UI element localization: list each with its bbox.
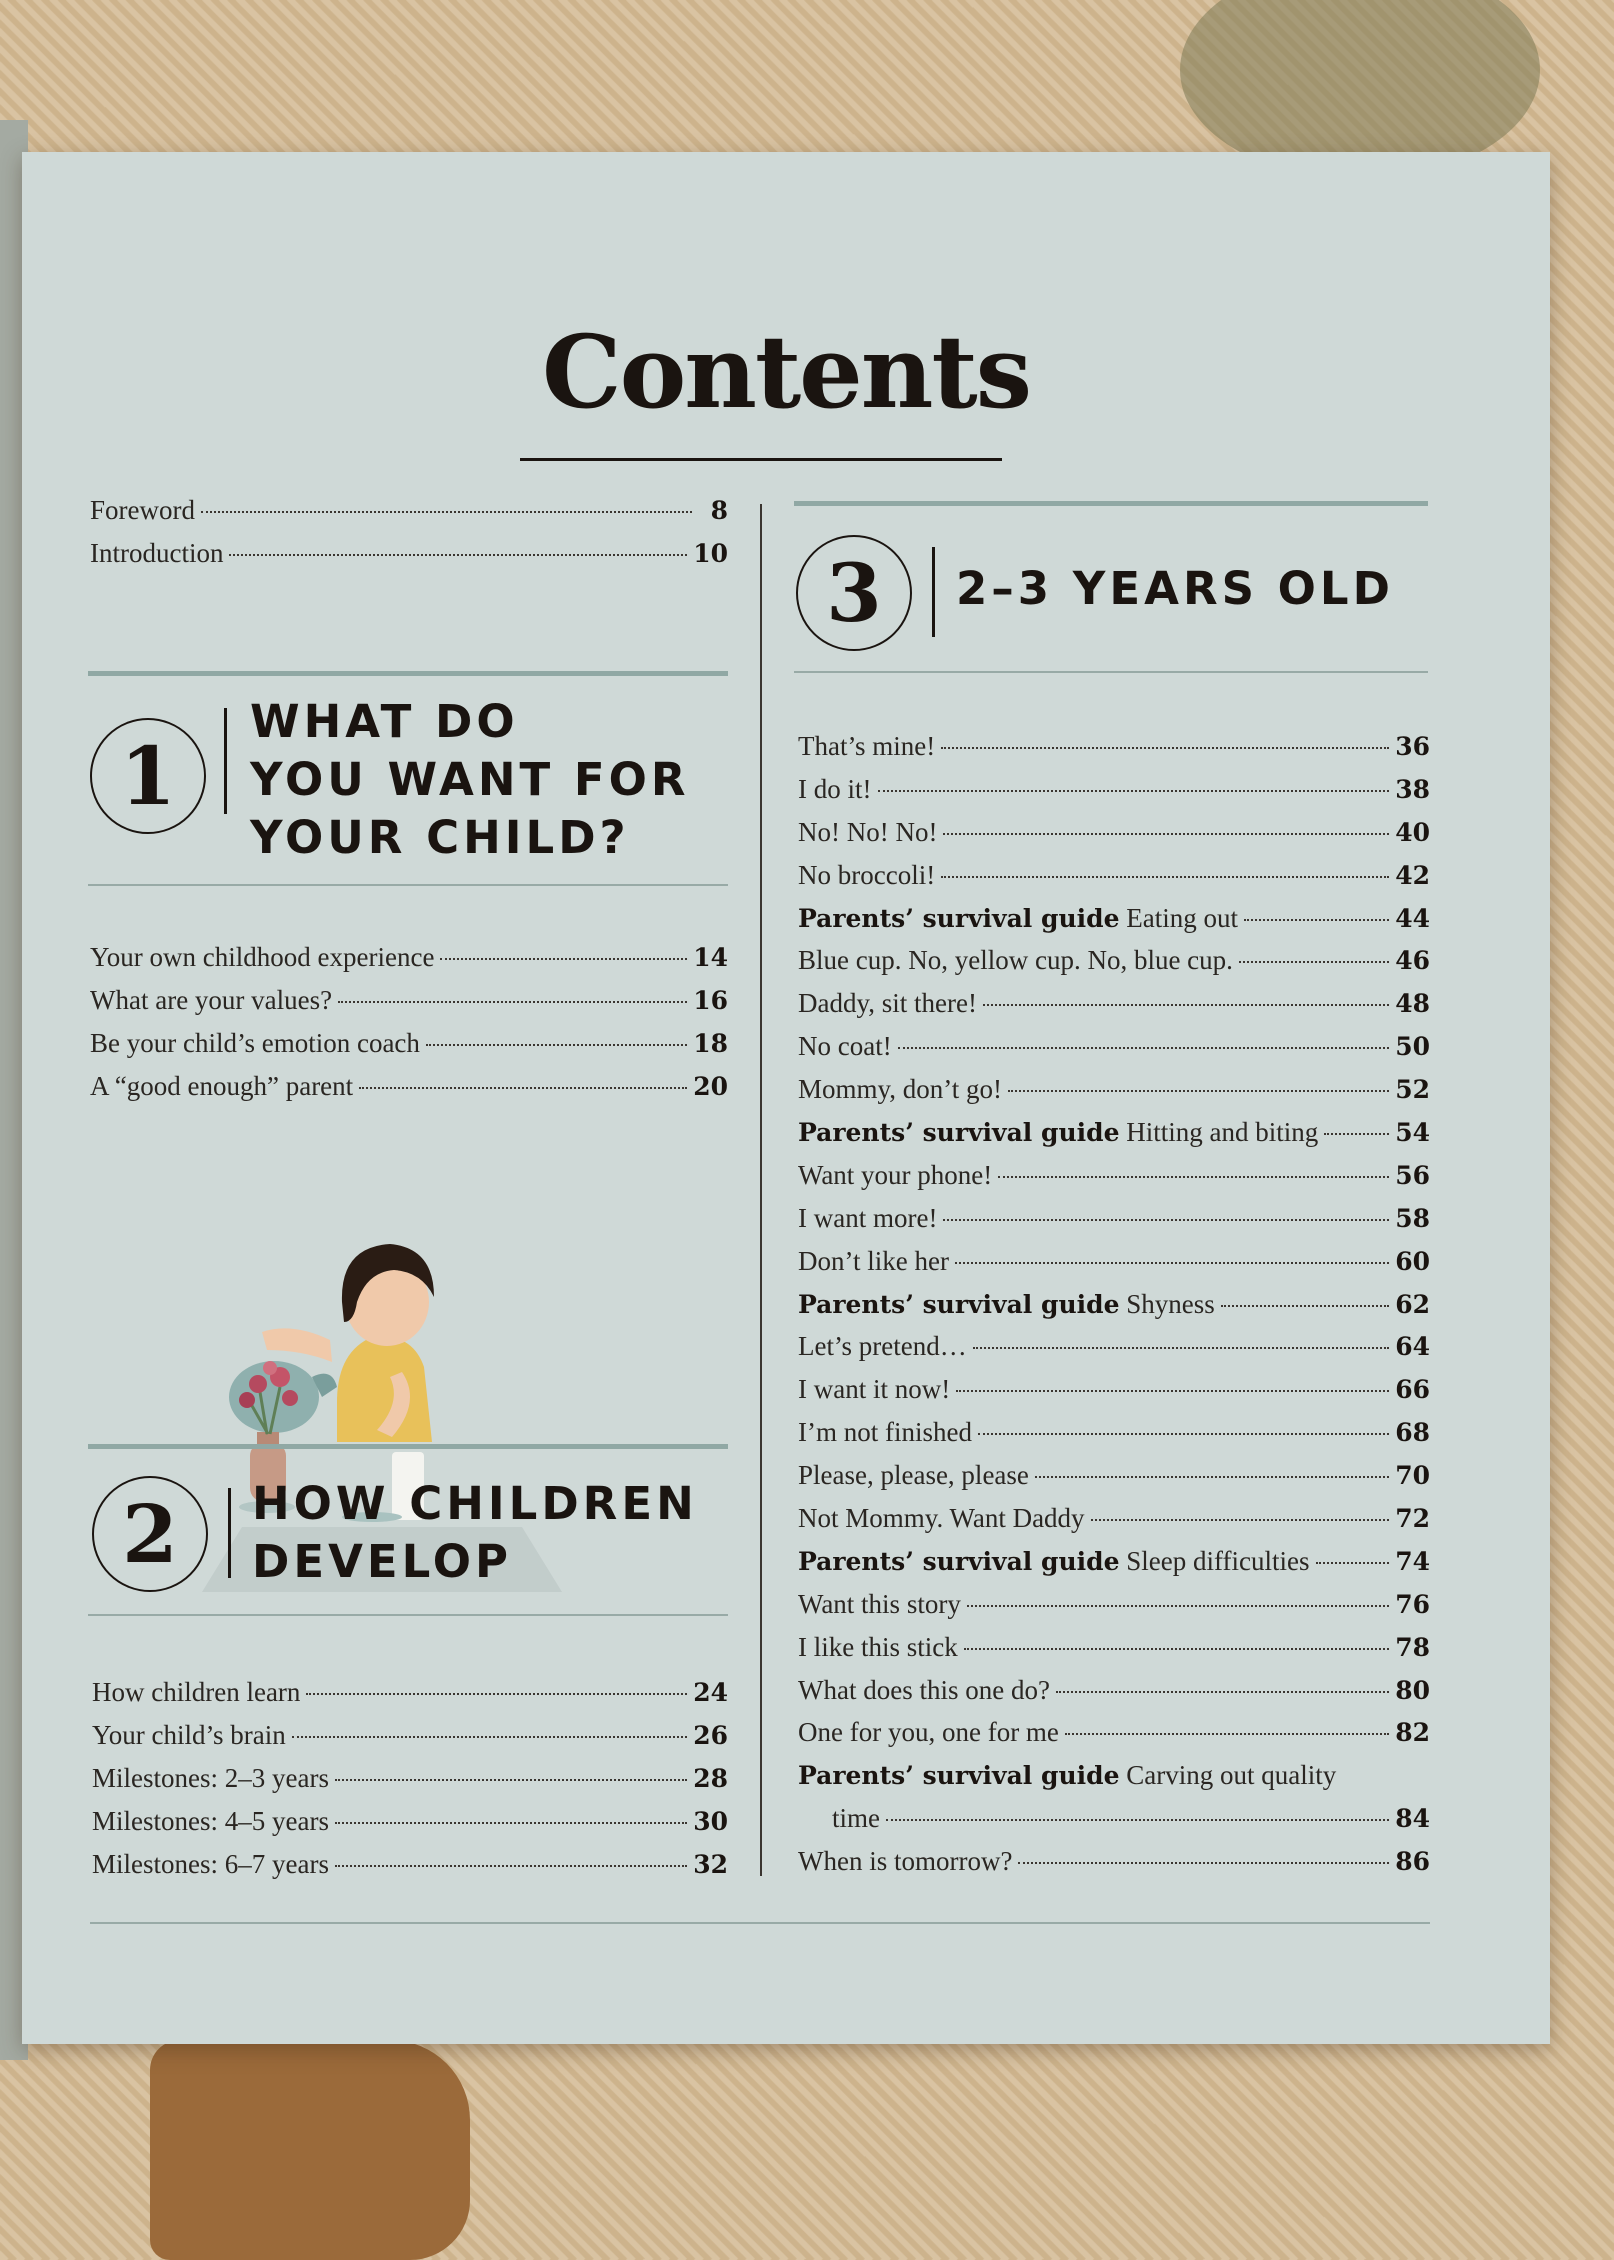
page-number: 42 — [1395, 860, 1430, 890]
chapter-2-list — [92, 1677, 728, 1891]
toc-entry-title: No! No! No! — [798, 816, 938, 847]
dot-leader — [941, 747, 1389, 749]
toc-entry-label — [90, 495, 195, 526]
toc-entry-title: What are your values? — [90, 984, 333, 1015]
page-number: 86 — [1395, 1847, 1430, 1877]
dot-leader — [898, 1047, 1389, 1049]
dot-leader — [440, 958, 687, 960]
page-number: 68 — [1395, 1418, 1430, 1448]
toc-entry — [798, 860, 1430, 903]
toc-entry-label — [798, 731, 935, 762]
dot-leader — [956, 1390, 1389, 1392]
toc-entry-title: I’m not finished — [798, 1417, 972, 1448]
toc-entry-label — [798, 1031, 892, 1062]
toc-entry-title: Blue cup. No, yellow cup. No, blue cup. — [798, 945, 1233, 976]
dot-leader — [306, 1693, 687, 1695]
dot-leader — [983, 1004, 1389, 1006]
toc-entry — [798, 774, 1430, 817]
toc-entry-title: Your child’s brain — [92, 1719, 286, 1750]
chapter-2-top-rule — [88, 1444, 728, 1449]
page-number: 58 — [1395, 1203, 1430, 1233]
toc-entry — [798, 903, 1430, 946]
page-number: 28 — [693, 1763, 728, 1793]
toc-entry — [90, 495, 728, 538]
toc-entry-title: I like this stick — [798, 1631, 958, 1662]
toc-entry-title: Daddy, sit there! — [798, 988, 977, 1019]
toc-entry-title: Foreword — [90, 495, 195, 525]
dot-leader — [973, 1347, 1390, 1349]
toc-entry-title: I do it! — [798, 773, 872, 804]
chapter-2-title: HOW CHILDREN DEVELOP — [252, 1477, 698, 1588]
chapter-1-number: 1 — [90, 718, 206, 834]
toc-entry — [92, 1806, 728, 1849]
dot-leader — [201, 511, 692, 513]
toc-entry-label — [90, 985, 332, 1016]
chapter-3-bottom-rule — [794, 671, 1428, 673]
toc-entry — [92, 1849, 728, 1892]
page-number: 74 — [1395, 1546, 1430, 1576]
toc-entry-title: Sleep difficulties — [1126, 1545, 1310, 1576]
dot-leader — [955, 1262, 1389, 1264]
toc-entry — [92, 1763, 728, 1806]
toc-entry-title: Mommy, don’t go! — [798, 1074, 1003, 1105]
dot-leader — [338, 1001, 687, 1003]
dot-leader — [998, 1176, 1389, 1178]
toc-entry-label — [798, 1675, 1050, 1706]
page-number: 56 — [1395, 1160, 1430, 1190]
page-number: 40 — [1395, 817, 1430, 847]
title-underline — [520, 458, 1002, 461]
toc-entry-title: When is tomorrow? — [798, 1846, 1013, 1877]
dot-leader — [964, 1648, 1389, 1650]
toc-entry-label — [798, 988, 977, 1019]
toc-entry-title: Milestones: 2–3 years — [92, 1762, 329, 1793]
toc-entry-label — [90, 942, 434, 973]
front-matter-list — [90, 495, 728, 581]
toc-entry — [798, 1546, 1430, 1589]
toc-entry-title: Be your child’s emotion coach — [90, 1027, 420, 1058]
dot-leader — [292, 1736, 687, 1738]
page-number: 66 — [1395, 1375, 1430, 1405]
chapter-3-title: 2–3 YEARS OLD — [956, 562, 1394, 615]
toc-entry-label — [90, 538, 223, 569]
dot-leader — [1008, 1090, 1389, 1092]
toc-entry-label — [798, 1374, 950, 1405]
page-number: 48 — [1395, 989, 1430, 1019]
toc-entry-label — [798, 860, 935, 891]
dot-leader — [229, 554, 687, 556]
page-number: 46 — [1395, 946, 1430, 976]
toc-entry-title: Let’s pretend… — [798, 1331, 967, 1362]
toc-entry-label — [798, 1289, 1215, 1320]
toc-entry-title: No coat! — [798, 1031, 892, 1062]
toc-entry-label — [798, 1160, 992, 1191]
dot-leader — [1018, 1862, 1389, 1864]
chapter-1-list — [90, 942, 728, 1114]
toc-entry-title: I want more! — [798, 1202, 938, 1233]
survival-guide-prefix: Parents’ survival guide — [798, 1118, 1120, 1148]
toc-entry-label — [798, 1203, 937, 1234]
toc-entry-label — [798, 817, 937, 848]
chapter-2-bar — [228, 1488, 231, 1578]
toc-entry-title: Want this story — [798, 1588, 961, 1619]
toc-entry-label — [798, 1589, 961, 1620]
toc-entry-label — [798, 1803, 880, 1834]
dot-leader — [886, 1819, 1389, 1821]
toc-entry-label — [92, 1720, 286, 1751]
book-page — [22, 152, 1550, 2044]
chapter-1-bottom-rule — [88, 884, 728, 886]
toc-entry-label — [92, 1677, 300, 1708]
page-number: 32 — [693, 1849, 728, 1879]
chapter-2-bottom-rule — [88, 1614, 728, 1616]
toc-entry — [798, 1117, 1430, 1160]
page-number: 36 — [1395, 732, 1430, 761]
toc-entry-label — [798, 1117, 1318, 1148]
page-number: 84 — [1395, 1804, 1430, 1834]
toc-entry-label — [798, 1846, 1012, 1877]
page-number: 72 — [1395, 1504, 1430, 1534]
dot-leader — [1091, 1519, 1390, 1521]
dot-leader — [1035, 1476, 1389, 1478]
page-number: 64 — [1395, 1332, 1430, 1362]
survival-guide-prefix: Parents’ survival guide — [798, 903, 1120, 933]
dot-leader — [1056, 1691, 1389, 1693]
toc-entry — [90, 985, 728, 1028]
dot-leader — [878, 790, 1390, 792]
toc-entry-title: What does this one do? — [798, 1674, 1050, 1705]
page-number: 8 — [710, 496, 728, 525]
toc-entry-title: A “good enough” parent — [90, 1070, 354, 1101]
page-number: 30 — [693, 1806, 728, 1836]
toc-entry — [798, 988, 1430, 1031]
dot-leader — [978, 1433, 1389, 1435]
toc-entry-title: I want it now! — [798, 1374, 951, 1405]
toc-entry-label — [798, 774, 872, 805]
toc-entry-title: That’s mine! — [798, 731, 936, 761]
page-number: 52 — [1395, 1075, 1430, 1105]
chapter-2-number: 2 — [92, 1476, 208, 1592]
page-number: 50 — [1395, 1032, 1430, 1062]
survival-guide-prefix: Parents’ survival guide — [798, 1546, 1120, 1576]
toc-entry-label — [798, 903, 1238, 934]
toc-entry — [798, 1374, 1430, 1417]
chapter-1-bar — [224, 708, 227, 814]
dot-leader — [335, 1822, 687, 1824]
toc-entry-title: Milestones: 4–5 years — [92, 1805, 329, 1836]
page-number: 10 — [693, 538, 728, 568]
toc-entry-title: Your own childhood experience — [90, 942, 435, 972]
toc-entry-label — [798, 1760, 1336, 1791]
toc-entry-title: Please, please, please — [798, 1460, 1029, 1491]
toc-entry-label — [798, 1460, 1029, 1491]
column-divider — [760, 504, 762, 1876]
toc-entry-title: How children learn — [92, 1677, 301, 1707]
toc-entry-title: Want your phone! — [798, 1159, 993, 1190]
dot-leader — [943, 1219, 1389, 1221]
toc-entry-title: Hitting and biting — [1126, 1117, 1319, 1148]
toc-entry — [798, 817, 1430, 860]
chapter-1-top-rule — [88, 671, 728, 676]
toc-entry-title: Don’t like her — [798, 1245, 949, 1276]
page-number: 38 — [1395, 774, 1430, 804]
toc-entry-title: Not Mommy. Want Daddy — [798, 1503, 1085, 1534]
chapter-3-bar — [932, 547, 935, 637]
toc-entry-title: time — [832, 1803, 880, 1834]
toc-entry — [798, 1417, 1430, 1460]
toc-entry — [90, 942, 728, 985]
background-rug-shape — [150, 2040, 470, 2260]
page-number: 24 — [693, 1678, 728, 1707]
toc-entry-title: One for you, one for me — [798, 1717, 1059, 1748]
toc-entry-label — [92, 1763, 329, 1794]
dot-leader — [1221, 1305, 1389, 1307]
page-number: 18 — [693, 1028, 728, 1058]
dot-leader — [1239, 961, 1389, 963]
toc-entry-label — [798, 1246, 949, 1277]
toc-entry — [798, 1717, 1430, 1760]
chapter-3-top-rule — [794, 501, 1428, 506]
toc-entry — [90, 1071, 728, 1114]
toc-entry — [92, 1720, 728, 1763]
chapter-1-title: WHAT DO YOU WANT FOR YOUR CHILD? — [250, 695, 690, 864]
page-number: 44 — [1395, 903, 1430, 933]
toc-entry-label — [798, 1074, 1002, 1105]
toc-entry — [798, 1289, 1430, 1332]
toc-entry — [798, 1675, 1430, 1718]
toc-entry — [798, 1460, 1430, 1503]
toc-entry — [798, 1503, 1430, 1546]
toc-entry-label — [798, 1503, 1085, 1534]
toc-entry — [798, 1031, 1430, 1074]
page-number: 54 — [1395, 1118, 1430, 1148]
toc-entry — [90, 1028, 728, 1071]
survival-guide-prefix: Parents’ survival guide — [798, 1289, 1120, 1319]
page-number: 80 — [1395, 1675, 1430, 1705]
toc-entry — [92, 1677, 728, 1720]
toc-entry-title: Milestones: 6–7 years — [92, 1848, 329, 1879]
toc-entry — [798, 1846, 1430, 1889]
toc-entry-label — [798, 1546, 1310, 1577]
toc-entry — [798, 1246, 1430, 1289]
dot-leader — [943, 833, 1389, 835]
dot-leader — [359, 1087, 687, 1089]
toc-entry — [798, 1803, 1430, 1846]
dot-leader — [967, 1605, 1389, 1607]
dot-leader — [1065, 1733, 1389, 1735]
dot-leader — [1324, 1133, 1389, 1135]
page-number: 14 — [693, 943, 728, 972]
toc-entry — [798, 945, 1430, 988]
toc-entry-label — [90, 1071, 353, 1102]
page-number: 78 — [1395, 1632, 1430, 1662]
dot-leader — [1244, 919, 1389, 921]
toc-entry-title: Introduction — [90, 537, 224, 568]
toc-entry-title: No broccoli! — [798, 859, 936, 890]
toc-entry-title: Shyness — [1126, 1288, 1215, 1319]
page-number: 62 — [1395, 1289, 1430, 1319]
toc-entry — [798, 1589, 1430, 1632]
toc-entry-title: Carving out quality — [1126, 1760, 1337, 1791]
toc-entry — [798, 731, 1430, 774]
chapter-3-list — [798, 731, 1430, 1889]
page-number: 26 — [693, 1720, 728, 1750]
dot-leader — [1316, 1562, 1390, 1564]
toc-entry-label — [798, 1331, 967, 1362]
toc-entry — [90, 538, 728, 581]
toc-entry-label — [90, 1028, 420, 1059]
page-title: Contents — [541, 313, 1030, 431]
page-number: 76 — [1395, 1589, 1430, 1619]
toc-entry-label — [798, 1417, 972, 1448]
dot-leader — [335, 1779, 687, 1781]
page-number: 20 — [693, 1071, 728, 1101]
toc-entry — [798, 1160, 1430, 1203]
toc-entry — [798, 1203, 1430, 1246]
toc-entry — [798, 1760, 1430, 1803]
page-number: 60 — [1395, 1246, 1430, 1276]
dot-leader — [941, 876, 1389, 878]
toc-entry-label — [798, 1717, 1059, 1748]
dot-leader — [335, 1865, 687, 1867]
toc-entry-label — [798, 945, 1233, 976]
page-bottom-rule — [90, 1922, 1430, 1924]
toc-entry-label — [798, 1632, 958, 1663]
toc-entry-label — [92, 1849, 329, 1880]
page-number: 82 — [1395, 1718, 1430, 1748]
page-number: 70 — [1395, 1461, 1430, 1491]
toc-entry — [798, 1331, 1430, 1374]
dot-leader — [426, 1044, 687, 1046]
toc-entry — [798, 1632, 1430, 1675]
toc-entry-label — [92, 1806, 329, 1837]
survival-guide-prefix: Parents’ survival guide — [798, 1761, 1120, 1791]
toc-entry-title: Eating out — [1126, 902, 1239, 933]
toc-entry — [798, 1074, 1430, 1117]
chapter-3-number: 3 — [796, 535, 912, 651]
page-number: 16 — [693, 985, 728, 1015]
